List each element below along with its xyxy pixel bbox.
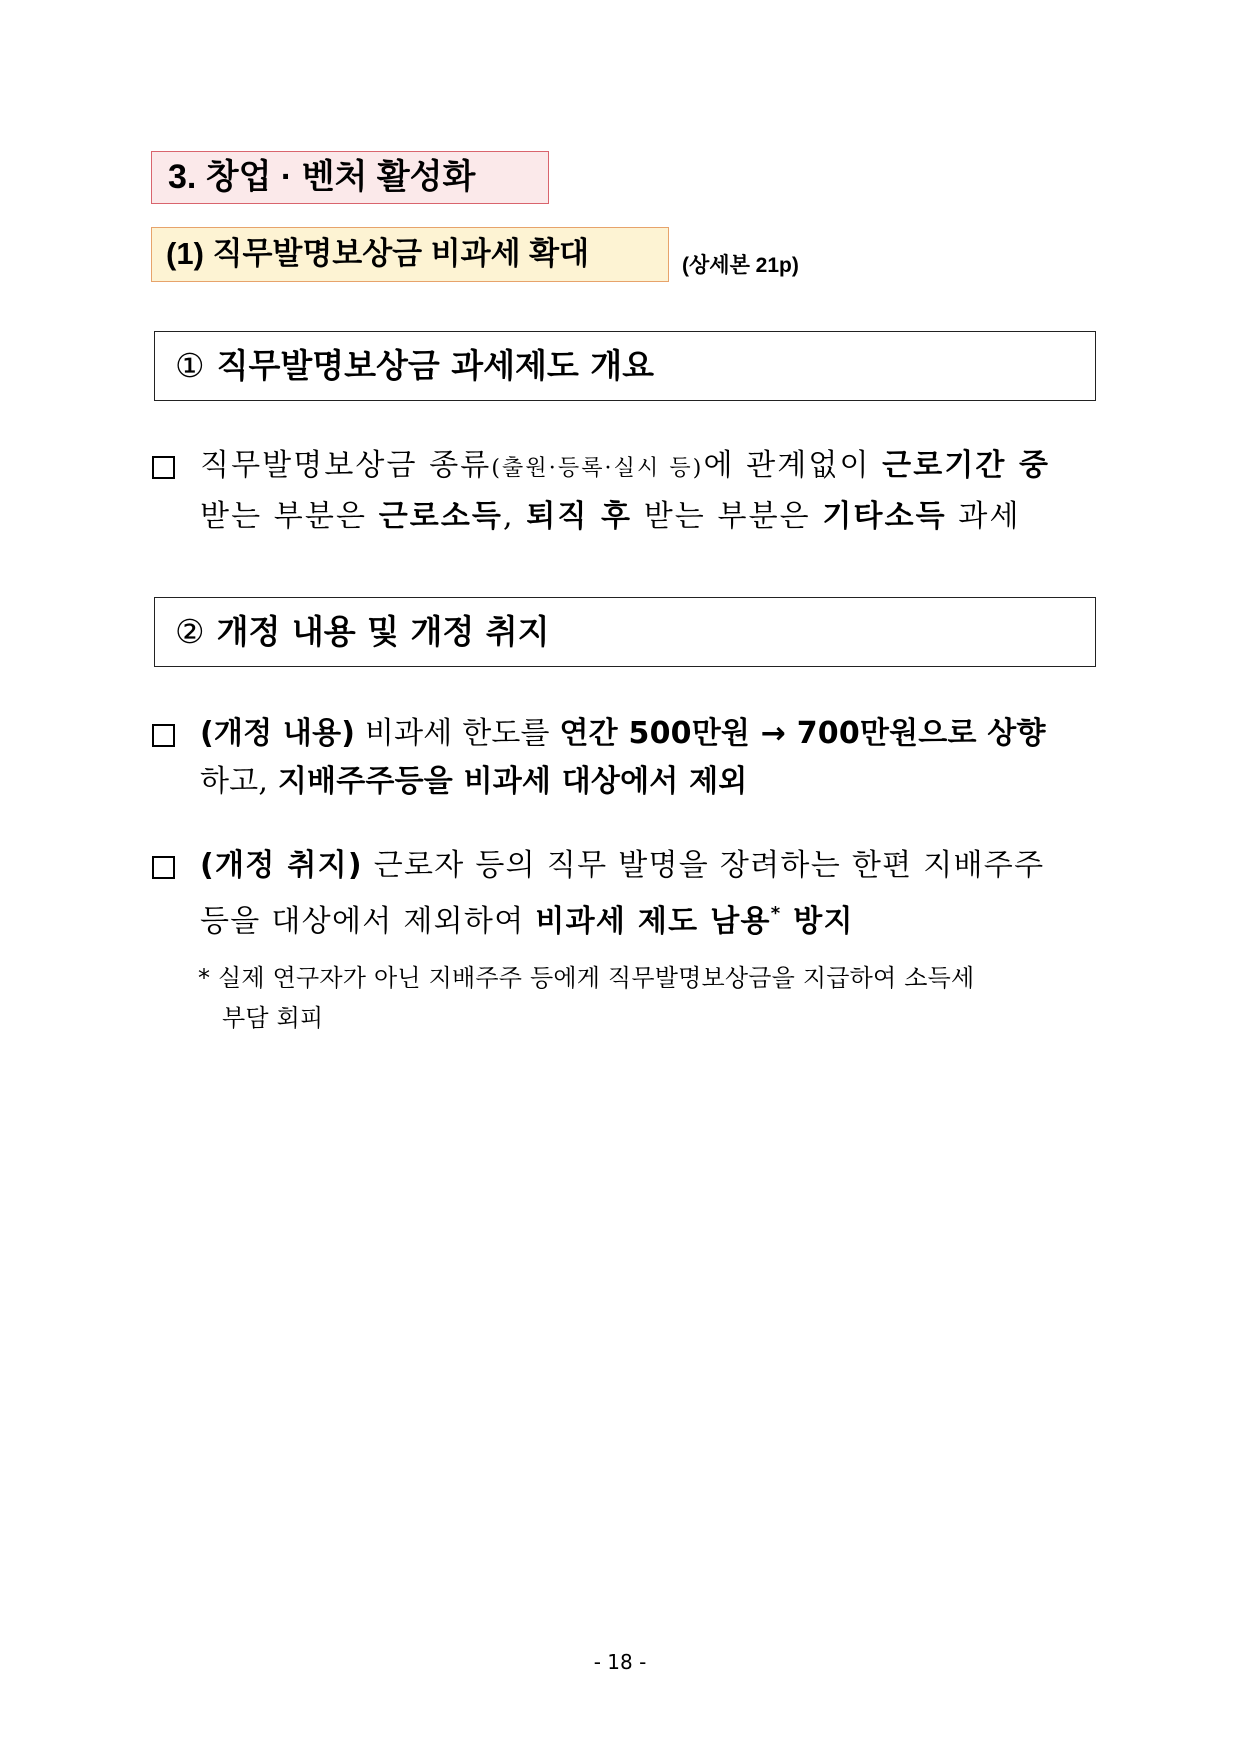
amendment-content-paragraph: [200, 710, 1100, 806]
amendment-content-line-1: (개정 내용) 비과세 한도를 연간 500만원 → 700만원으로 상향: [200, 716, 1046, 751]
subsection-title: (1) 직무발명보상금 비과세 확대: [151, 227, 669, 282]
topic-box-1: [154, 331, 1096, 401]
amendment-content-line-2: 하고, 지배주주등을 비과세 대상에서 제외: [200, 764, 748, 799]
footnote-line-2: 부담 회피: [222, 1004, 324, 1032]
circled-number-1: ①: [175, 346, 205, 385]
footnote-marker: *: [770, 903, 782, 924]
topic-box-2: [154, 597, 1096, 667]
topic-box-1-title: 직무발명보상금 과세제도 개요: [216, 346, 654, 385]
amendment-purpose-paragraph: [200, 842, 1100, 946]
subsection-reference: (상세본 21p): [682, 254, 799, 277]
overview-line-2: 받는 부분은 근로소득, 퇴직 후 받는 부분은 기타소득 과세: [200, 499, 1021, 534]
footnote: [198, 958, 1098, 1038]
checkbox-bullet-icon: [152, 856, 175, 879]
page-number: - 18 -: [593, 1650, 647, 1674]
section-title: 3. 창업 · 벤처 활성화: [151, 151, 549, 204]
checkbox-bullet-icon: [152, 724, 175, 747]
amendment-purpose-line-2: 등을 대상에서 제외하여 비과세 제도 남용* 방지: [200, 903, 854, 939]
overview-paragraph: [200, 442, 1100, 541]
checkbox-bullet-icon: [152, 456, 175, 479]
circled-number-2: ②: [175, 612, 205, 651]
topic-box-2-title: 개정 내용 및 개정 취지: [216, 612, 550, 651]
overview-line-1: 직무발명보상금 종류(출원·등록·실시 등)에 관계없이 근로기간 중: [200, 448, 1051, 483]
amendment-purpose-line-1: (개정 취지) 근로자 등의 직무 발명을 장려하는 한편 지배주주: [200, 848, 1045, 883]
footnote-line-1: * 실제 연구자가 아닌 지배주주 등에게 직무발명보상금을 지급하여 소득세: [198, 964, 975, 992]
